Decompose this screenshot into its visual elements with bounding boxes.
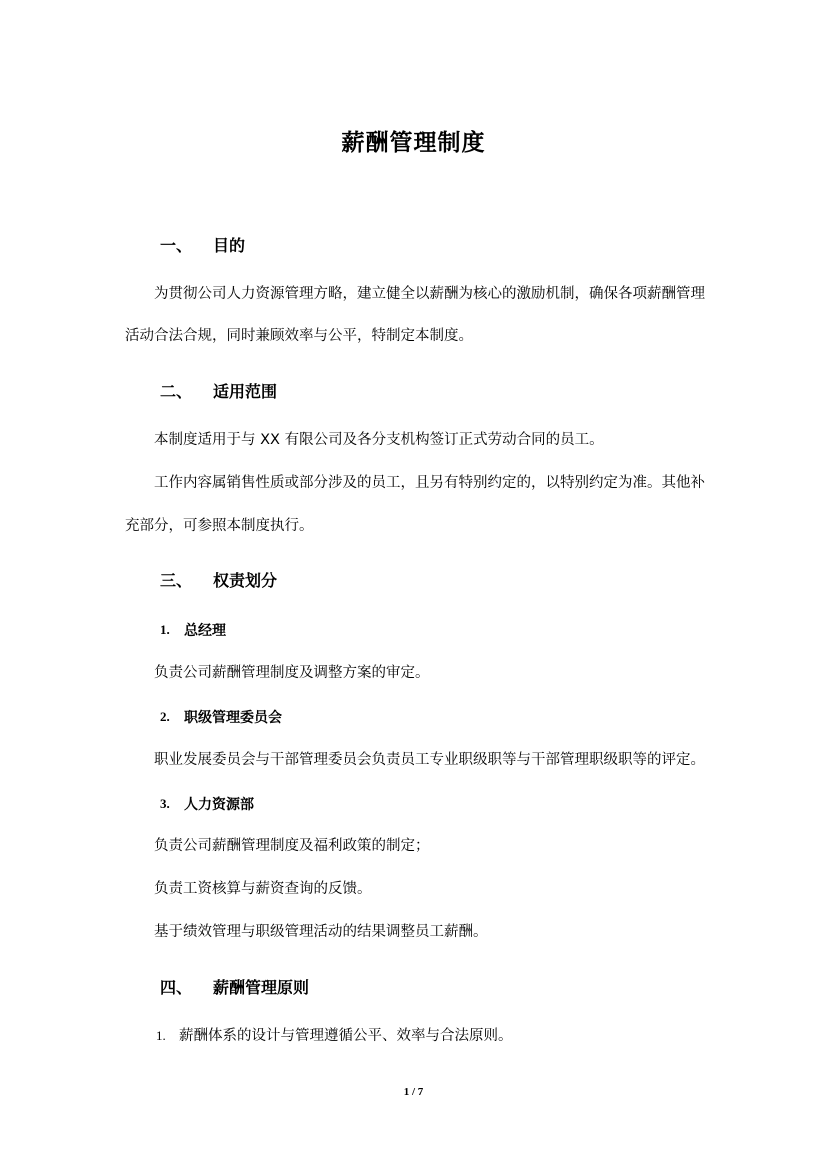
section-number: 二、: [160, 382, 193, 401]
section-heading: 适用范围: [213, 382, 278, 401]
paragraph-line: 充部分，可参照本制度执行。: [125, 518, 314, 534]
section-number: 一、: [160, 236, 193, 255]
paragraph-line: 工作内容属销售性质或部分涉及的员工，且另有特别约定的，以特别约定为准。其他补: [154, 475, 705, 491]
page-number: 1 / 7: [403, 1086, 424, 1098]
paragraph-line: 负责工资核算与薪资查询的反馈。: [154, 881, 372, 897]
section-number: 四、: [160, 978, 193, 997]
subsection-heading: 总经理: [184, 623, 226, 639]
paragraph-line: 活动合法合规，同时兼顾效率与公平，特制定本制度。: [125, 328, 473, 344]
subsection-heading: 职级管理委员会: [184, 710, 282, 726]
paragraph-line: 为贯彻公司人力资源管理方略，建立健全以薪酬为核心的激励机制，确保各项薪酬管理: [154, 286, 705, 302]
subsection-number: 1.: [160, 622, 170, 637]
list-item-number: 1.: [156, 1028, 166, 1043]
section-heading: 目的: [213, 236, 246, 255]
subsection-number: 3.: [160, 796, 170, 811]
section-heading: 薪酬管理原则: [213, 978, 310, 997]
section-heading: 权责划分: [213, 571, 278, 590]
section-number: 三、: [160, 571, 193, 590]
paragraph-line: 本制度适用于与 XX 有限公司及各分支机构签订正式劳动合同的员工。: [154, 432, 604, 448]
subsection-heading: 人力资源部: [184, 797, 254, 813]
paragraph-line: 负责公司薪酬管理制度及福利政策的制定；: [154, 838, 430, 854]
subsection-number: 2.: [160, 709, 170, 724]
paragraph-line: 基于绩效管理与职级管理活动的结果调整员工薪酬。: [154, 924, 488, 940]
document-title: 薪酬管理制度: [341, 130, 486, 156]
paragraph-line: 负责公司薪酬管理制度及调整方案的审定。: [154, 665, 430, 681]
list-item-text: 薪酬体系的设计与管理遵循公平、效率与合法原则。: [179, 1028, 513, 1044]
paragraph-line: 职业发展委员会与干部管理委员会负责员工专业职级职等与干部管理职级职等的评定。: [154, 752, 705, 768]
